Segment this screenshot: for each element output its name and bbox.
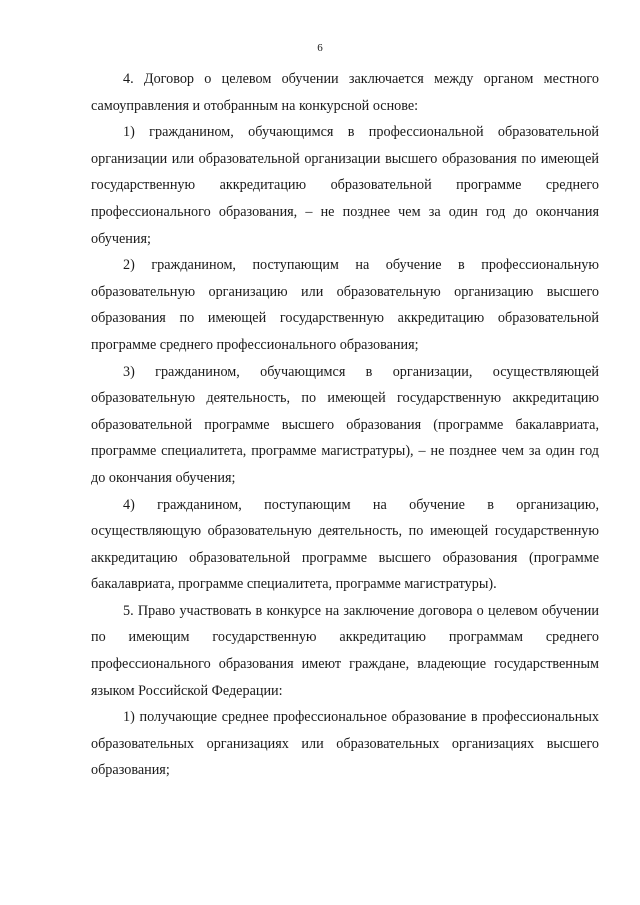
paragraph-4-item-3: 3) гражданином, обучающимся в организации, осуществляющей образовательную деятельность, по имеющей государственную аккредитацию образовательной программе высшего образования (программе бакалавриата, программе специалитета, программе магистратуры), – не позднее чем за один год до окончания обучения; <box>91 363 599 486</box>
paragraph-4: 4. Договор о целевом обучении заключается между органом местного самоуправления и отобранным на конкурсной основе: <box>91 71 599 114</box>
page-number: 6 <box>317 42 323 54</box>
paragraph-5: 5. Право участвовать в конкурсе на заключение договора о целевом обучении по имеющим государственную аккредитацию программам среднего профессионального образования имеют граждане, владеющие государственным языком Российской Федерации: <box>91 602 599 699</box>
paragraph-4-item-2: 2) гражданином, поступающим на обучение в профессиональную образовательную организацию или образовательную организацию высшего образования по имеющей государственную аккредитацию образовательной программе среднего профессионального образования; <box>91 257 599 353</box>
paragraph-4-item-4: 4) гражданином, поступающим на обучение в организацию, осуществляющую образовательную деятельность, по имеющей государственную аккредитацию образовательной программе высшего образования (программе бакалавриата, программе специалитета, программе магистратуры). <box>91 496 599 593</box>
paragraph-4-item-1: 1) гражданином, обучающимся в профессиональной образовательной организации или образовательной организации высшего образования по имеющей государственную аккредитацию образовательной программе среднего профессионального образования, – не позднее чем за один год до окончания обучения; <box>91 124 599 247</box>
paragraph-5-item-1: 1) получающие среднее профессиональное образование в профессиональных образовательных организациях или образовательных организациях высшего образования; <box>91 709 599 779</box>
document-body <box>91 66 599 784</box>
